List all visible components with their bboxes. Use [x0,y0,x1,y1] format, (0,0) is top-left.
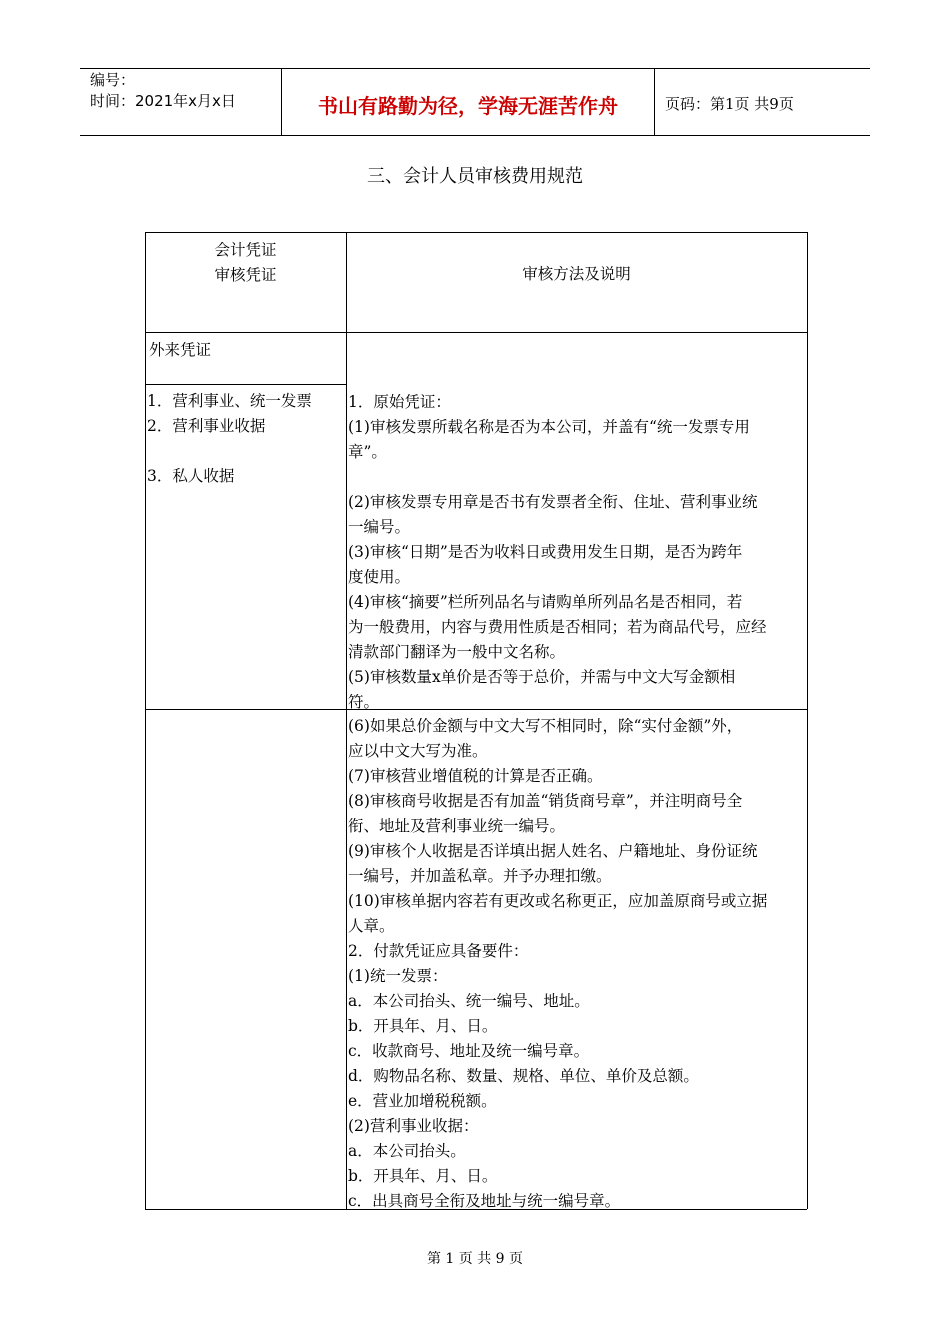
audit-table [145,232,807,1209]
header-cell-left [145,238,346,288]
text-line: (6)如果总价金额与中文大写不相同时，除“实付金额”外， [348,717,743,735]
text-line: 度使用。 [348,568,411,586]
text-line: (3)审核“日期”是否为收料日或费用发生日期，是否为跨年 [348,543,743,561]
text-line: 一编号，并加盖私章。并予办理扣缴。 [348,867,612,885]
row1-left-items [147,389,344,489]
table-top-border [145,232,807,233]
table-right-border [807,232,808,1209]
text-line: 1．原始凭证： [348,393,451,411]
header-meta [90,70,236,112]
table-column-divider [346,232,347,1209]
header-top-rule [80,68,870,69]
text-line: 章”。 [348,443,387,461]
text-line [348,365,806,390]
text-line [348,465,806,490]
text-line: d．购物品名称、数量、规格、单位、单价及总额。 [348,1067,699,1085]
header-time-label: 时间：2021年x月x日 [90,92,236,110]
header-left-line-1: 会计凭证 [214,241,277,259]
text-line: b．开具年、月、日。 [348,1167,498,1185]
text-line: 人章。 [348,917,395,935]
text-line: (10)审核单据内容若有更改或名称更正，应加盖原商号或立据 [348,892,768,910]
text-line: (2)审核发票专用章是否书有发票者全衔、住址、营利事业统 [348,493,758,511]
text-line: (5)审核数量x单价是否等于总价，并需与中文大写金额相 [348,668,736,686]
list-item: 2．营利事业收据 [147,417,266,435]
text-line: 为一般费用，内容与费用性质是否相同；若为商品代号，应经 [348,618,767,636]
text-line: (7)审核营业增值税的计算是否正确。 [348,767,603,785]
page-footer: 第 1 页 共 9 页 [426,1251,524,1267]
row2-right-content [348,714,806,1214]
text-line: (8)审核商号收据是否有加盖“销货商号章”，并注明商号全 [348,792,743,810]
text-line: 应以中文大写为准。 [348,742,488,760]
text-line: (1)审核发票所载名称是否为本公司，并盖有“统一发票专用 [348,418,750,436]
list-item [147,439,344,464]
text-line: 衔、地址及营利事业统一编号。 [348,817,566,835]
text-line: (2)营利事业收据： [348,1117,479,1135]
table-left-sub-divider [145,384,346,385]
table-header-row-divider [145,332,807,333]
row1-right-content [348,340,806,715]
header-divider-2 [654,68,655,135]
header-number-label: 编号： [90,71,136,89]
text-line: 2．付款凭证应具备要件： [348,942,529,960]
text-line: e．营业加增税税额。 [348,1092,497,1110]
text-line: c．出具商号全衔及地址与统一编号章。 [348,1192,621,1210]
text-line: c．收款商号、地址及统一编号章。 [348,1042,590,1060]
list-item: 1．营利事业、统一发票 [147,392,312,410]
text-line: 清款部门翻译为一般中文名称。 [348,643,566,661]
header-cell-right: 审核方法及说明 [522,265,631,283]
list-item: 3．私人收据 [147,467,235,485]
header-page-info: 页码：第1页 共9页 [665,95,794,113]
text-line: 符。 [348,693,380,711]
row1-left-title: 外来凭证 [149,341,212,359]
header-bottom-rule [80,135,870,136]
header-motto: 书山有路勤为径，学海无涯苦作舟 [318,94,618,118]
text-line: (1)统一发票： [348,967,448,985]
text-line: (4)审核“摘要”栏所列品名与请购单所列品名是否相同，若 [348,593,743,611]
header-left-line-2: 审核凭证 [214,266,277,284]
text-line: (9)审核个人收据是否详填出据人姓名、户籍地址、身份证统 [348,842,758,860]
text-line [348,340,806,365]
text-line: 一编号。 [348,518,411,536]
table-left-border [145,232,146,1209]
text-line: a．本公司抬头、统一编号、地址。 [348,992,590,1010]
text-line: b．开具年、月、日。 [348,1017,498,1035]
document-title: 三、会计人员审核费用规范 [367,166,583,187]
text-line: a．本公司抬头。 [348,1142,466,1160]
